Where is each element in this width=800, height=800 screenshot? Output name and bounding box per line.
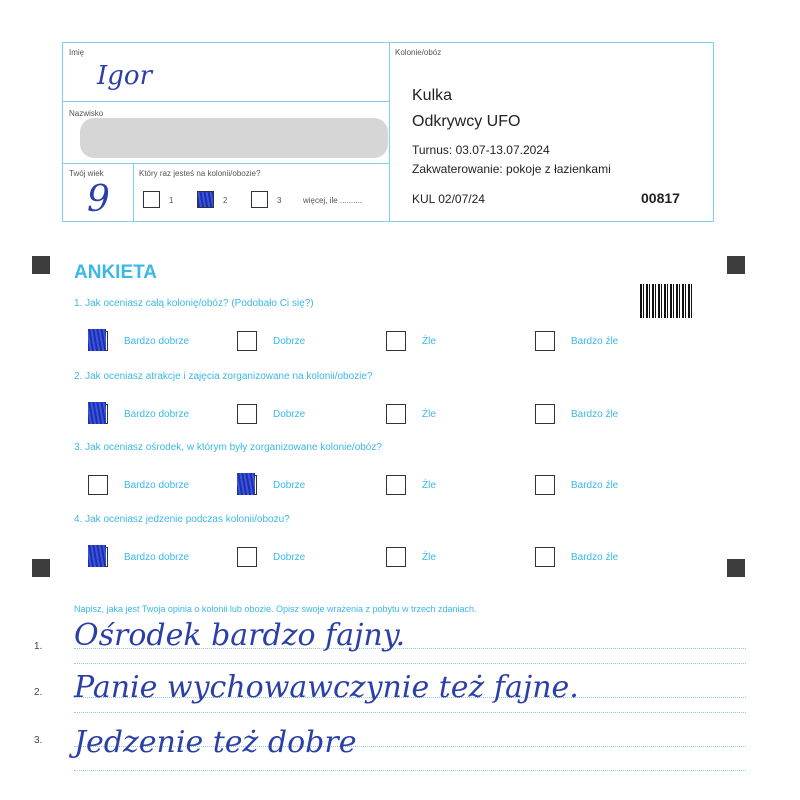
rating-label: Źle <box>422 479 436 491</box>
redacted-surname <box>80 118 388 158</box>
rating-checkbox[interactable] <box>237 475 257 495</box>
question-3-option[interactable] <box>88 475 189 495</box>
rating-checkbox[interactable] <box>237 331 257 351</box>
rating-checkbox[interactable] <box>535 475 555 495</box>
question-3: 3. Jak oceniasz ośrodek, w którym były zorganizowane kolonie/obóz? <box>74 442 382 453</box>
question-1-option[interactable] <box>88 331 189 351</box>
rating-label: Bardzo źle <box>571 551 619 563</box>
rating-label: Bardzo dobrze <box>124 335 190 347</box>
header-row-divider <box>63 101 389 102</box>
registration-marker <box>727 559 745 577</box>
question-3-option[interactable] <box>237 475 305 495</box>
program-name: Odkrywcy UFO <box>412 113 521 130</box>
rating-label: Bardzo źle <box>571 479 619 491</box>
rating-checkbox[interactable] <box>88 475 108 495</box>
rating-checkbox[interactable] <box>386 475 406 495</box>
registration-marker <box>32 559 50 577</box>
question-4-option[interactable] <box>237 547 305 567</box>
header-row-divider <box>63 163 389 164</box>
kolonia-label: Kolonie/obóz <box>395 48 442 57</box>
visit-1-label: 1 <box>169 196 174 205</box>
kod: KUL 02/07/24 <box>412 192 485 206</box>
rating-label: Źle <box>422 551 436 563</box>
answer-line <box>74 712 746 713</box>
rating-label: Źle <box>422 408 436 420</box>
question-2-option[interactable] <box>386 404 436 424</box>
question-1-option[interactable] <box>386 331 436 351</box>
answer-3[interactable]: Jedzenie też dobre <box>74 725 357 760</box>
visit-1-checkbox[interactable] <box>143 191 160 208</box>
rating-label: Dobrze <box>273 335 306 347</box>
question-3-option[interactable] <box>535 475 618 495</box>
kolonia-name: Kulka <box>412 87 453 104</box>
question-4: 4. Jak oceniasz jedzenie podczas kolonii/obozu? <box>74 514 290 525</box>
line-number: 3. <box>34 735 43 746</box>
visit-3-label: 3 <box>277 196 282 205</box>
question-2-option[interactable] <box>535 404 618 424</box>
wiek-label: Twój wiek <box>69 169 104 178</box>
rating-checkbox[interactable] <box>535 404 555 424</box>
barcode <box>640 284 694 318</box>
registration-marker <box>32 256 50 274</box>
rating-label: Źle <box>422 335 436 347</box>
rating-checkbox[interactable] <box>535 547 555 567</box>
visit-3-checkbox[interactable] <box>251 191 268 208</box>
question-1-option[interactable] <box>237 331 305 351</box>
rating-label: Bardzo źle <box>571 408 619 420</box>
question-1-option[interactable] <box>535 331 618 351</box>
line-number: 2. <box>34 687 43 698</box>
wiek-value: 9 <box>87 179 110 220</box>
header-divider <box>389 43 390 221</box>
rating-checkbox[interactable] <box>88 331 108 351</box>
rating-checkbox[interactable] <box>386 404 406 424</box>
rating-label: Bardzo dobrze <box>124 408 190 420</box>
rating-label: Dobrze <box>273 551 306 563</box>
imie-value: Igor <box>97 61 152 91</box>
question-4-option[interactable] <box>535 547 618 567</box>
answer-line <box>74 770 746 771</box>
visit-2-label: 2 <box>223 196 228 205</box>
rating-checkbox[interactable] <box>386 331 406 351</box>
answer-1[interactable]: Ośrodek bardzo fajny. <box>74 618 406 653</box>
rating-label: Bardzo dobrze <box>124 479 190 491</box>
question-4-option[interactable] <box>88 547 189 567</box>
zakwaterowanie: Zakwaterowanie: pokoje z łazienkami <box>412 162 611 176</box>
line-number: 1. <box>34 641 43 652</box>
rating-checkbox[interactable] <box>237 404 257 424</box>
rating-checkbox[interactable] <box>88 404 108 424</box>
rating-label: Bardzo dobrze <box>124 551 190 563</box>
rating-checkbox[interactable] <box>386 547 406 567</box>
question-2: 2. Jak oceniasz atrakcje i zajęcia zorganizowane na kolonii/obozie? <box>74 371 373 382</box>
rating-checkbox[interactable] <box>237 547 257 567</box>
rating-checkbox[interactable] <box>535 331 555 351</box>
rating-label: Bardzo źle <box>571 335 619 347</box>
rating-label: Dobrze <box>273 408 306 420</box>
rating-checkbox[interactable] <box>88 547 108 567</box>
turnus: Turnus: 03.07-13.07.2024 <box>412 143 550 157</box>
question-2-option[interactable] <box>88 404 189 424</box>
form-number: 00817 <box>641 190 680 206</box>
age-divider <box>133 164 134 221</box>
question-1: 1. Jak oceniasz całą kolonię/obóz? (Podobało Ci się?) <box>74 298 314 309</box>
answer-2[interactable]: Panie wychowawczynie też fajne. <box>74 670 579 705</box>
nazwisko-label: Nazwisko <box>69 109 104 118</box>
answer-line <box>74 663 746 664</box>
visit-2-checkbox[interactable] <box>197 191 214 208</box>
registration-marker <box>727 256 745 274</box>
question-3-option[interactable] <box>386 475 436 495</box>
question-4-option[interactable] <box>386 547 436 567</box>
question-2-option[interactable] <box>237 404 305 424</box>
ktory-raz-label: Który raz jesteś na kolonii/obozie? <box>139 169 261 178</box>
visit-more-label: więcej, ile .......... <box>303 196 363 205</box>
survey-title: ANKIETA <box>74 262 158 283</box>
rating-label: Dobrze <box>273 479 306 491</box>
imie-label: Imię <box>69 48 85 57</box>
opinion-prompt: Napisz, jaka jest Twoja opinia o kolonii lub obozie. Opisz swoje wrażenia z pobytu w trzech zdaniach. <box>74 604 477 614</box>
